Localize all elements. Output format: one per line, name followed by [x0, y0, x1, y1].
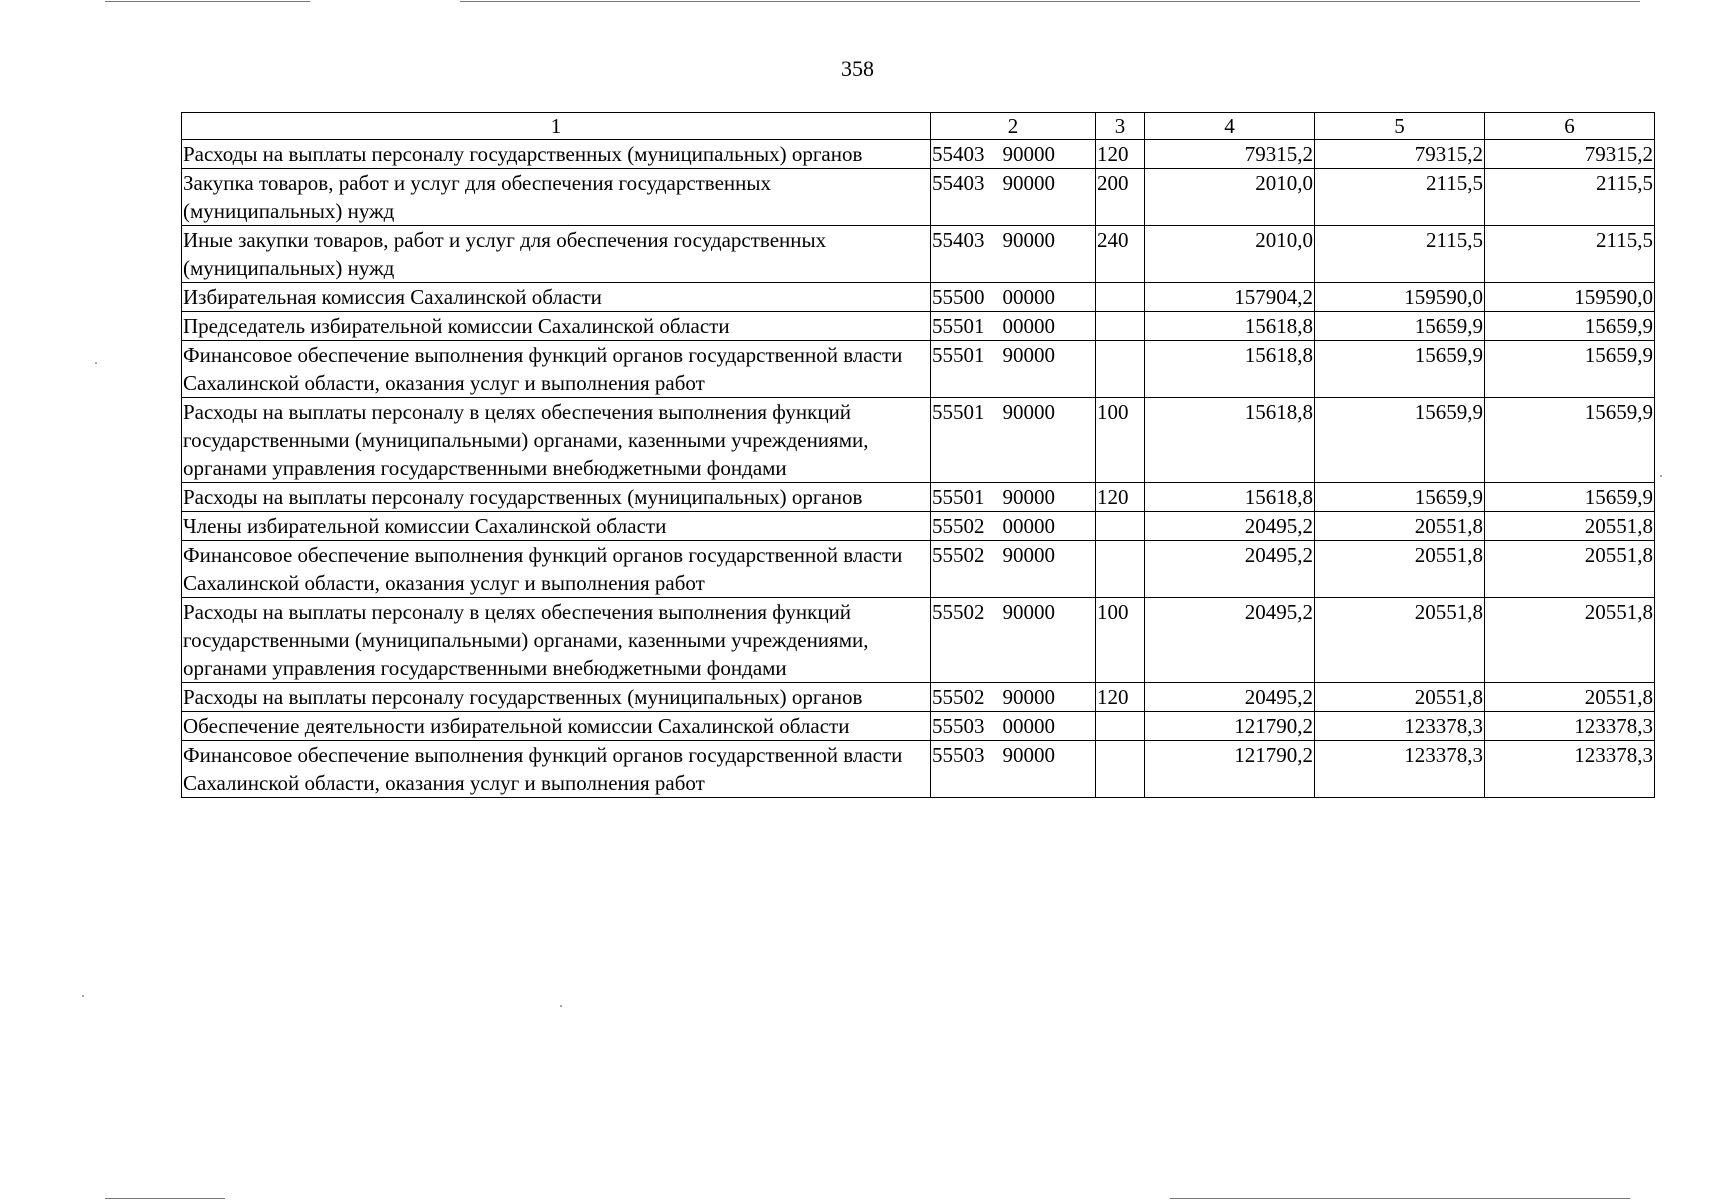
table-row	[182, 741, 1655, 798]
scan-speck	[1660, 475, 1662, 477]
table-row	[182, 598, 1655, 683]
scan-edge-bottom-right	[1170, 1198, 1630, 1199]
value-col5: 20551,8	[1315, 512, 1485, 541]
value-col5: 20551,8	[1315, 541, 1485, 598]
program-code: 55403	[932, 142, 985, 166]
expense-type	[1096, 341, 1145, 398]
value-col4: 2010,0	[1145, 226, 1315, 283]
item-name: Обеспечение деятельности избирательной комиссии Сахалинской области	[182, 712, 931, 741]
direction-code: 90000	[1002, 142, 1055, 166]
value-col6: 123378,3	[1485, 712, 1655, 741]
table-row	[182, 483, 1655, 512]
value-col6: 15659,9	[1485, 483, 1655, 512]
program-code: 55502	[932, 685, 985, 709]
item-name: Финансовое обеспечение выполнения функций органов государственной власти Сахалинской области, оказания услуг и выполнения работ	[182, 741, 931, 798]
program-code: 55403	[932, 228, 985, 252]
value-col4: 157904,2	[1145, 283, 1315, 312]
item-name: Председатель избирательной комиссии Сахалинской области	[182, 312, 931, 341]
item-name: Расходы на выплаты персоналу государственных (муниципальных) органов	[182, 483, 931, 512]
expense-type: 100	[1096, 398, 1145, 483]
budget-code	[931, 283, 1096, 312]
budget-code	[931, 598, 1096, 683]
budget-table	[181, 112, 1655, 798]
value-col5: 123378,3	[1315, 712, 1485, 741]
value-col5: 15659,9	[1315, 312, 1485, 341]
budget-code	[931, 483, 1096, 512]
item-name: Избирательная комиссия Сахалинской области	[182, 283, 931, 312]
value-col4: 121790,2	[1145, 741, 1315, 798]
program-code: 55502	[932, 543, 985, 567]
value-col6: 79315,2	[1485, 140, 1655, 169]
value-col6: 15659,9	[1485, 398, 1655, 483]
program-code: 55501	[932, 485, 985, 509]
value-col5: 20551,8	[1315, 683, 1485, 712]
value-col6: 20551,8	[1485, 683, 1655, 712]
program-code: 55501	[932, 400, 985, 424]
expense-type	[1096, 283, 1145, 312]
value-col5: 20551,8	[1315, 598, 1485, 683]
direction-code: 90000	[1002, 171, 1055, 195]
column-header: 6	[1485, 113, 1655, 140]
value-col6: 20551,8	[1485, 541, 1655, 598]
budget-code	[931, 226, 1096, 283]
column-header: 2	[931, 113, 1096, 140]
value-col6: 123378,3	[1485, 741, 1655, 798]
budget-code	[931, 398, 1096, 483]
budget-code	[931, 541, 1096, 598]
column-header: 4	[1145, 113, 1315, 140]
column-header: 5	[1315, 113, 1485, 140]
expense-type	[1096, 512, 1145, 541]
value-col4: 15618,8	[1145, 312, 1315, 341]
program-code: 55502	[932, 514, 985, 538]
budget-code	[931, 312, 1096, 341]
value-col5: 159590,0	[1315, 283, 1485, 312]
item-name: Расходы на выплаты персоналу в целях обеспечения выполнения функций государственными (муниципальными) органами, казенными учреждениями, органами управления государственными внебюджетными фондами	[182, 598, 931, 683]
item-name: Закупка товаров, работ и услуг для обеспечения государственных (муниципальных) нужд	[182, 169, 931, 226]
direction-code: 00000	[1002, 314, 1055, 338]
table-row	[182, 398, 1655, 483]
value-col4: 20495,2	[1145, 512, 1315, 541]
value-col4: 20495,2	[1145, 598, 1315, 683]
expense-type	[1096, 541, 1145, 598]
program-code: 55501	[932, 314, 985, 338]
table-row	[182, 341, 1655, 398]
value-col4: 2010,0	[1145, 169, 1315, 226]
value-col4: 15618,8	[1145, 398, 1315, 483]
item-name: Расходы на выплаты персоналу государственных (муниципальных) органов	[182, 140, 931, 169]
expense-type: 100	[1096, 598, 1145, 683]
column-header: 1	[182, 113, 931, 140]
value-col4: 20495,2	[1145, 541, 1315, 598]
budget-code	[931, 341, 1096, 398]
table-row	[182, 312, 1655, 341]
value-col6: 15659,9	[1485, 312, 1655, 341]
direction-code: 90000	[1002, 543, 1055, 567]
table-row	[182, 226, 1655, 283]
budget-code	[931, 683, 1096, 712]
value-col6: 2115,5	[1485, 169, 1655, 226]
table-header-row	[182, 113, 1655, 140]
table-row	[182, 169, 1655, 226]
budget-code	[931, 712, 1096, 741]
value-col4: 15618,8	[1145, 483, 1315, 512]
value-col5: 2115,5	[1315, 169, 1485, 226]
direction-code: 00000	[1002, 285, 1055, 309]
item-name: Члены избирательной комиссии Сахалинской области	[182, 512, 931, 541]
value-col5: 2115,5	[1315, 226, 1485, 283]
scan-edge-top-left	[105, 1, 310, 2]
program-code: 55403	[932, 171, 985, 195]
expense-type: 240	[1096, 226, 1145, 283]
item-name: Финансовое обеспечение выполнения функций органов государственной власти Сахалинской области, оказания услуг и выполнения работ	[182, 541, 931, 598]
budget-code	[931, 140, 1096, 169]
table-row	[182, 541, 1655, 598]
program-code: 55501	[932, 343, 985, 367]
expense-type	[1096, 741, 1145, 798]
item-name: Расходы на выплаты персоналу государственных (муниципальных) органов	[182, 683, 931, 712]
value-col6: 15659,9	[1485, 341, 1655, 398]
direction-code: 90000	[1002, 685, 1055, 709]
table-row	[182, 283, 1655, 312]
expense-type: 120	[1096, 683, 1145, 712]
value-col4: 20495,2	[1145, 683, 1315, 712]
expense-type: 120	[1096, 140, 1145, 169]
value-col5: 123378,3	[1315, 741, 1485, 798]
budget-code	[931, 512, 1096, 541]
scan-speck	[82, 995, 84, 997]
column-header: 3	[1096, 113, 1145, 140]
value-col6: 159590,0	[1485, 283, 1655, 312]
direction-code: 90000	[1002, 228, 1055, 252]
value-col5: 79315,2	[1315, 140, 1485, 169]
table-row	[182, 512, 1655, 541]
item-name: Финансовое обеспечение выполнения функций органов государственной власти Сахалинской области, оказания услуг и выполнения работ	[182, 341, 931, 398]
program-code: 55500	[932, 285, 985, 309]
budget-code	[931, 169, 1096, 226]
item-name: Иные закупки товаров, работ и услуг для обеспечения государственных (муниципальных) нужд	[182, 226, 931, 283]
value-col4: 121790,2	[1145, 712, 1315, 741]
expense-type	[1096, 712, 1145, 741]
scan-speck	[560, 1005, 562, 1007]
direction-code: 00000	[1002, 714, 1055, 738]
direction-code: 90000	[1002, 343, 1055, 367]
value-col6: 20551,8	[1485, 598, 1655, 683]
direction-code: 90000	[1002, 600, 1055, 624]
value-col4: 15618,8	[1145, 341, 1315, 398]
expense-type: 120	[1096, 483, 1145, 512]
table-row	[182, 712, 1655, 741]
scan-edge-top-right	[460, 1, 1640, 2]
page-number: 358	[841, 56, 874, 81]
value-col4: 79315,2	[1145, 140, 1315, 169]
direction-code: 90000	[1002, 743, 1055, 767]
budget-code	[931, 741, 1096, 798]
direction-code: 90000	[1002, 400, 1055, 424]
value-col6: 2115,5	[1485, 226, 1655, 283]
direction-code: 00000	[1002, 514, 1055, 538]
value-col6: 20551,8	[1485, 512, 1655, 541]
program-code: 55503	[932, 743, 985, 767]
program-code: 55503	[932, 714, 985, 738]
expense-type	[1096, 312, 1145, 341]
scan-edge-bottom-left	[105, 1198, 225, 1199]
program-code: 55502	[932, 600, 985, 624]
value-col5: 15659,9	[1315, 341, 1485, 398]
value-col5: 15659,9	[1315, 398, 1485, 483]
table-row	[182, 683, 1655, 712]
item-name: Расходы на выплаты персоналу в целях обеспечения выполнения функций государственными (муниципальными) органами, казенными учреждениями, органами управления государственными внебюджетными фондами	[182, 398, 931, 483]
direction-code: 90000	[1002, 485, 1055, 509]
table-row	[182, 140, 1655, 169]
scan-speck	[95, 362, 97, 364]
value-col5: 15659,9	[1315, 483, 1485, 512]
expense-type: 200	[1096, 169, 1145, 226]
